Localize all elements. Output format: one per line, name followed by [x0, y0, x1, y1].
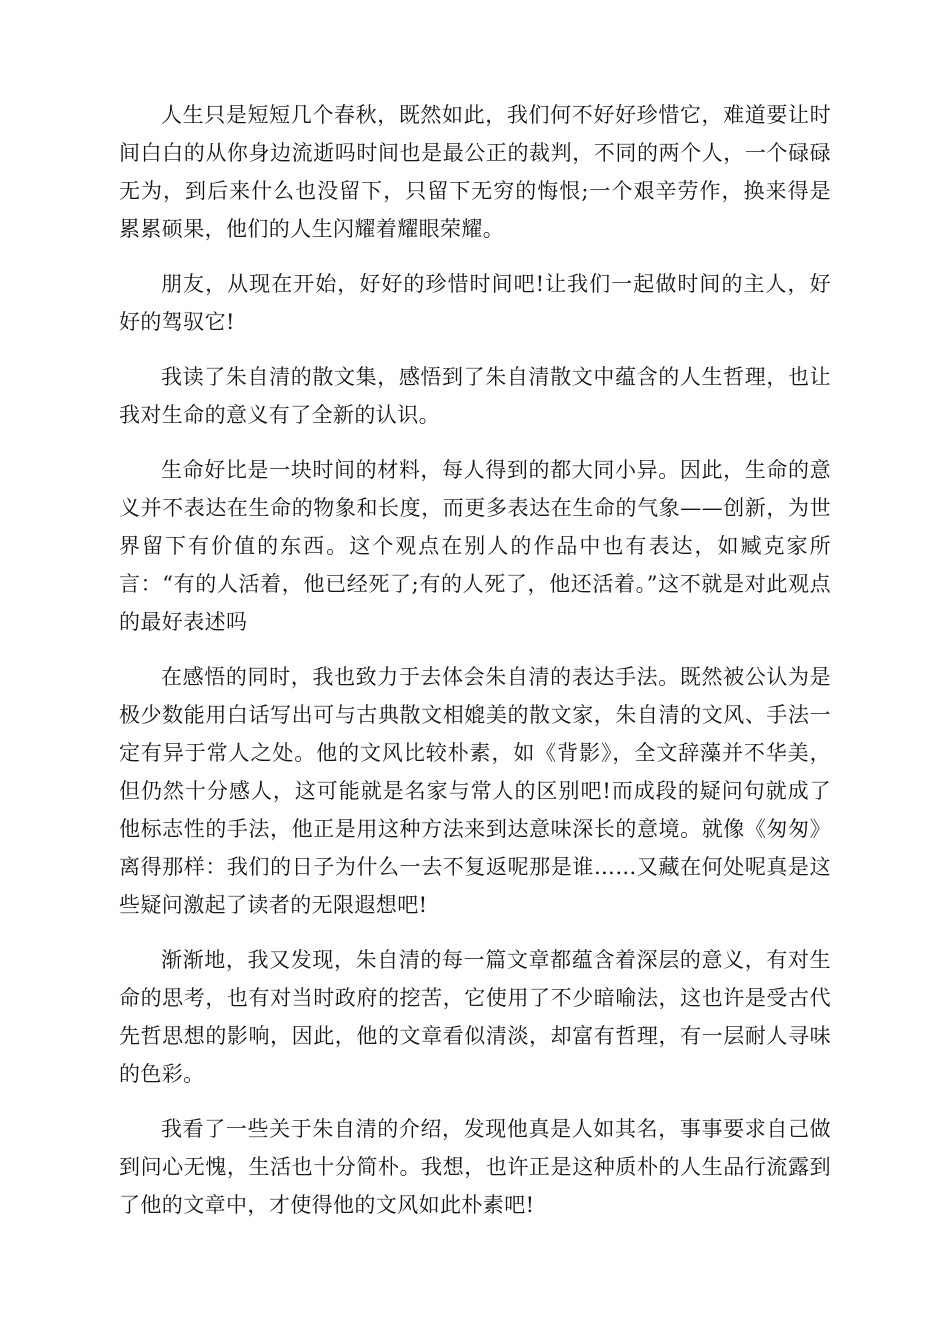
paragraph-5: 在感悟的同时，我也致力于去体会朱自清的表达手法。既然被公认为是极少数能用白话写出可与古典散文相媲美的散文家，朱自清的文风、手法一定有异于常人之处。他的文风比较朴素，如《背影》，全文辞藻并不华美，但仍然十分感人，这可能就是名家与常人的区别吧!而成段的疑问句就成了他标志性的手法，他正是用这种方法来到达意味深长的意境。就像《匆匆》离得那样：我们的日子为什么一去不复返呢那是谁……又藏在何处呢真是这些疑问激起了读者的无限遐想吧! — [119, 665, 831, 917]
paragraph-6: 渐渐地，我又发现，朱自清的每一篇文章都蕴含着深层的意义，有对生命的思考，也有对当时政府的挖苦，它使用了不少暗喻法，这也许是受古代先哲思想的影响，因此，他的文章看似清淡，却富有哲理，有一层耐人寻味的色彩。 — [119, 948, 831, 1086]
paragraph-1: 人生只是短短几个春秋，既然如此，我们何不好好珍惜它，难道要让时间白白的从你身边流逝吗时间也是最公正的裁判，不同的两个人，一个碌碌无为，到后来什么也没留下，只留下无穷的悔恨;一个艰辛劳作，换来得是累累硕果，他们的人生闪耀着耀眼荣耀。 — [119, 103, 831, 241]
document-body — [119, 96, 831, 1241]
paragraph-7: 我看了一些关于朱自清的介绍，发现他真是人如其名，事事要求自己做到问心无愧，生活也十分简朴。我想，也许正是这种质朴的人生品行流露到了他的文章中，才使得他的文风如此朴素吧! — [119, 1117, 831, 1217]
paragraph-2: 朋友，从现在开始，好好的珍惜时间吧!让我们一起做时间的主人，好好的驾驭它! — [119, 272, 831, 334]
paragraph-3: 我读了朱自清的散文集，感悟到了朱自清散文中蕴含的人生哲理，也让我对生命的意义有了全新的认识。 — [119, 365, 831, 427]
paragraph-4: 生命好比是一块时间的材料，每人得到的都大同小异。因此，生命的意义并不表达在生命的物象和长度，而更多表达在生命的气象——创新，为世界留下有价值的东西。这个观点在别人的作品中也有表达，如臧克家所言：“有的人活着，他已经死了;有的人死了，他还活着。”这不就是对此观点的最好表述吗 — [119, 458, 831, 634]
